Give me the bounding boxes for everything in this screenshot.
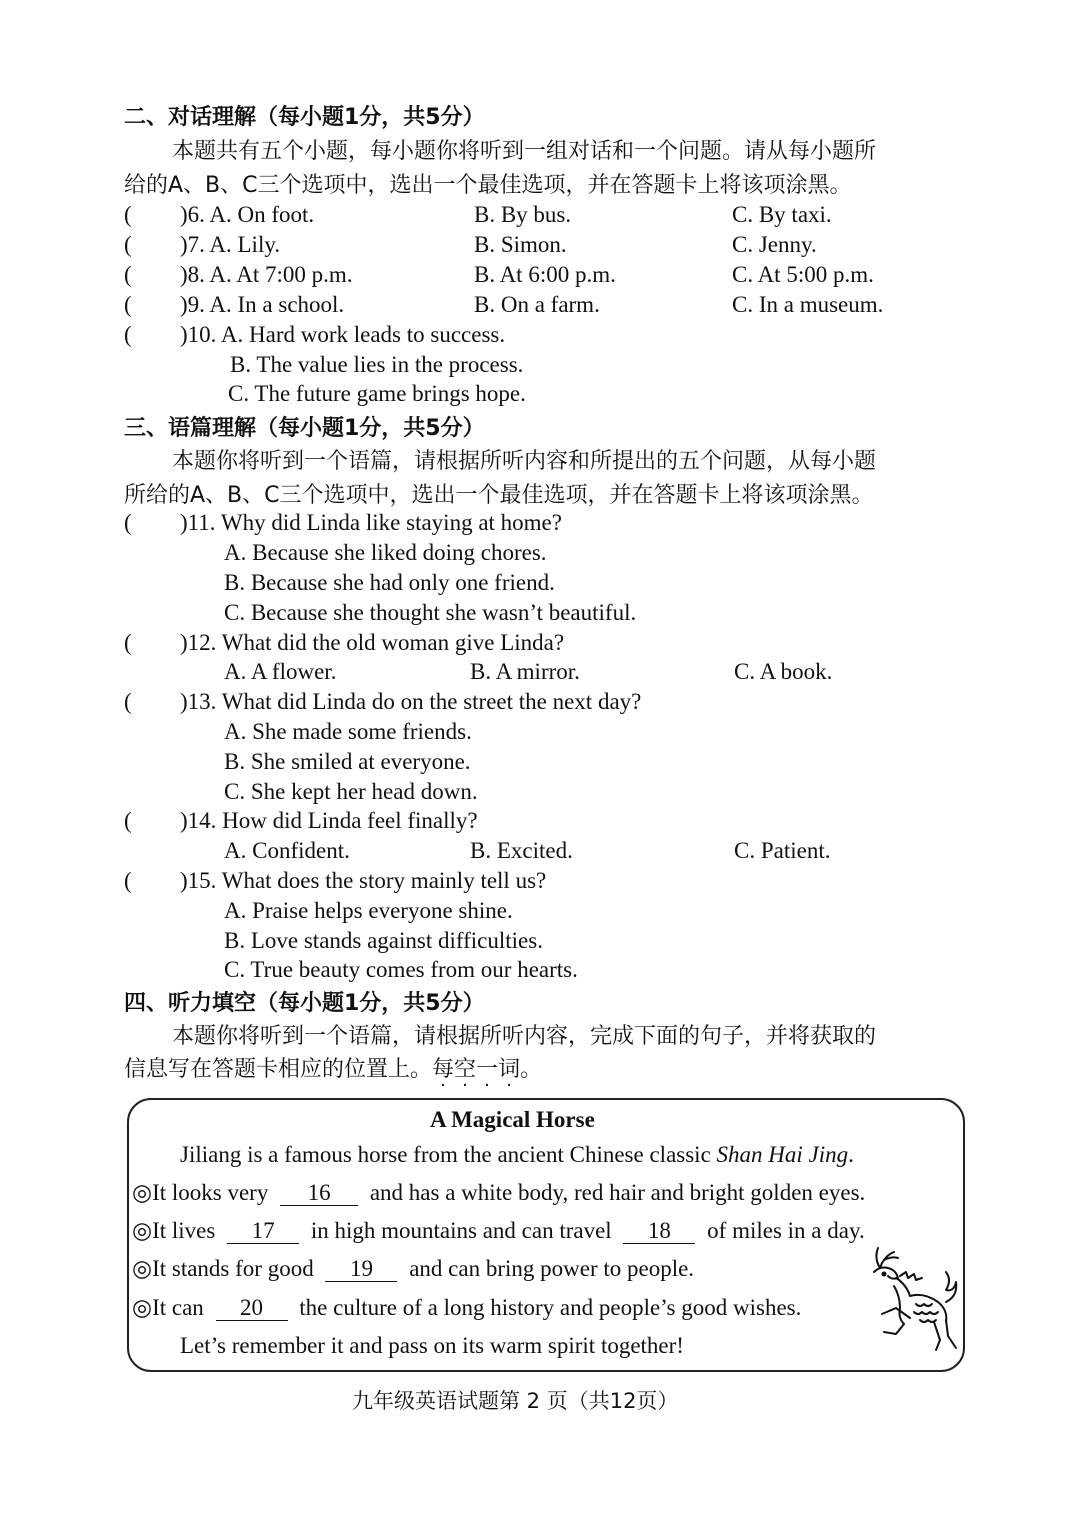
bullet-icon: ◎ <box>132 1256 153 1281</box>
option-a: )8. A. At 7:00 p.m. <box>180 262 353 287</box>
answer-bracket[interactable]: ( <box>124 202 132 227</box>
blank-17[interactable]: 17 <box>227 1219 299 1244</box>
box-title: A Magical Horse <box>430 1107 595 1132</box>
blank-16[interactable]: 16 <box>280 1181 358 1206</box>
question-stem: )14. How did Linda feel finally? <box>180 808 478 833</box>
option-a: )10. A. Hard work leads to success. <box>180 322 506 347</box>
question-stem: )11. Why did Linda like staying at home? <box>180 510 562 535</box>
option-a: A. Because she liked doing chores. <box>224 540 547 565</box>
option-c: C. The future game brings hope. <box>228 381 526 406</box>
option-a: A. A flower. <box>224 659 337 684</box>
option-c: C. A book. <box>734 659 833 684</box>
blank-18[interactable]: 18 <box>623 1219 695 1244</box>
section2-instruction-1: 本题共有五个小题，每小题你将听到一组对话和一个问题。请从每小题所 <box>172 139 877 164</box>
option-a: A. She made some friends. <box>224 719 472 744</box>
answer-bracket[interactable]: ( <box>124 292 132 317</box>
option-b: B. The value lies in the process. <box>230 352 524 377</box>
emphasis-char: 词 <box>498 1057 521 1082</box>
section4-instruction-1: 本题你将听到一个语篇，请根据所听内容，完成下面的句子，并将获取的 <box>172 1024 877 1049</box>
question-stem: )13. What did Linda do on the street the next day? <box>180 689 642 714</box>
answer-bracket[interactable]: ( <box>124 868 132 893</box>
section2-instruction-2: 给的A、B、C三个选项中，选出一个最佳选项，并在答题卡上将该项涂黑。 <box>124 173 852 198</box>
section3-instruction-1: 本题你将听到一个语篇，请根据所听内容和所提出的五个问题，从每小题 <box>172 449 877 474</box>
question-stem: )12. What did the old woman give Linda? <box>180 630 565 655</box>
box-intro: Jiliang is a famous horse from the ancient Chinese classic Shan Hai Jing. <box>180 1142 854 1167</box>
option-b: B. Simon. <box>474 232 567 257</box>
question-stem: )15. What does the story mainly tell us? <box>180 868 547 893</box>
answer-bracket[interactable]: ( <box>124 262 132 287</box>
section4-instruction-2: 信息写在答题卡相应的位置上。每空一词。 <box>124 1057 543 1082</box>
answer-bracket[interactable]: ( <box>124 689 132 714</box>
answer-bracket[interactable]: ( <box>124 322 132 347</box>
bullet-icon: ◎ <box>132 1295 153 1320</box>
option-c: C. True beauty comes from our hearts. <box>224 957 578 982</box>
option-a: )7. A. Lily. <box>180 232 281 257</box>
answer-bracket[interactable]: ( <box>124 808 132 833</box>
option-a: )9. A. In a school. <box>180 292 345 317</box>
fill-line-20: ◎It can 20 the culture of a long history and people’s good wishes. <box>132 1295 802 1320</box>
fill-line-19: ◎It stands for good 19 and can bring power to people. <box>132 1256 695 1281</box>
bullet-icon: ◎ <box>132 1218 153 1243</box>
option-c: C. Jenny. <box>732 232 817 257</box>
answer-bracket[interactable]: ( <box>124 630 132 655</box>
option-c: C. In a museum. <box>732 292 884 317</box>
page-footer: 九年级英语试题第 2 页（共12页） <box>352 1389 679 1413</box>
option-c: C. At 5:00 p.m. <box>732 262 874 287</box>
fill-line-17-18: ◎It lives 17 in high mountains and can travel 18 of miles in a day. <box>132 1218 865 1243</box>
answer-bracket[interactable]: ( <box>124 510 132 535</box>
qilin-horse-icon <box>850 1238 960 1356</box>
option-a: A. Praise helps everyone shine. <box>224 898 513 923</box>
emphasis-char: 每 <box>432 1057 455 1082</box>
option-c: C. She kept her head down. <box>224 779 478 804</box>
blank-19[interactable]: 19 <box>325 1257 397 1282</box>
option-c: C. By taxi. <box>732 202 832 227</box>
option-b: B. She smiled at everyone. <box>224 749 471 774</box>
blank-20[interactable]: 20 <box>216 1296 288 1321</box>
answer-bracket[interactable]: ( <box>124 232 132 257</box>
section4-heading: 四、听力填空（每小题1分，共5分） <box>124 991 485 1016</box>
option-b: B. Love stands against difficulties. <box>224 928 543 953</box>
emphasis-char: 空 <box>454 1057 477 1082</box>
option-c: C. Because she thought she wasn’t beautiful. <box>224 600 637 625</box>
option-a: A. Confident. <box>224 838 350 863</box>
book-title: Shan Hai Jing <box>716 1142 849 1167</box>
option-b: B. Because she had only one friend. <box>224 570 555 595</box>
option-b: B. Excited. <box>470 838 573 863</box>
section2-heading: 二、对话理解（每小题1分，共5分） <box>124 105 485 130</box>
option-b: B. By bus. <box>474 202 572 227</box>
box-closing: Let’s remember it and pass on its warm spirit together! <box>180 1333 684 1358</box>
option-c: C. Patient. <box>734 838 831 863</box>
section3-heading: 三、语篇理解（每小题1分，共5分） <box>124 416 485 441</box>
emphasis-char: 一 <box>476 1057 499 1082</box>
option-b: B. At 6:00 p.m. <box>474 262 616 287</box>
option-a: )6. A. On foot. <box>180 202 315 227</box>
section3-instruction-2: 所给的A、B、C三个选项中，选出一个最佳选项，并在答题卡上将该项涂黑。 <box>124 483 874 508</box>
option-b: B. A mirror. <box>470 659 580 684</box>
option-b: B. On a farm. <box>474 292 600 317</box>
fill-line-16: ◎It looks very 16 and has a white body, red hair and bright golden eyes. <box>132 1180 866 1205</box>
bullet-icon: ◎ <box>132 1180 153 1205</box>
